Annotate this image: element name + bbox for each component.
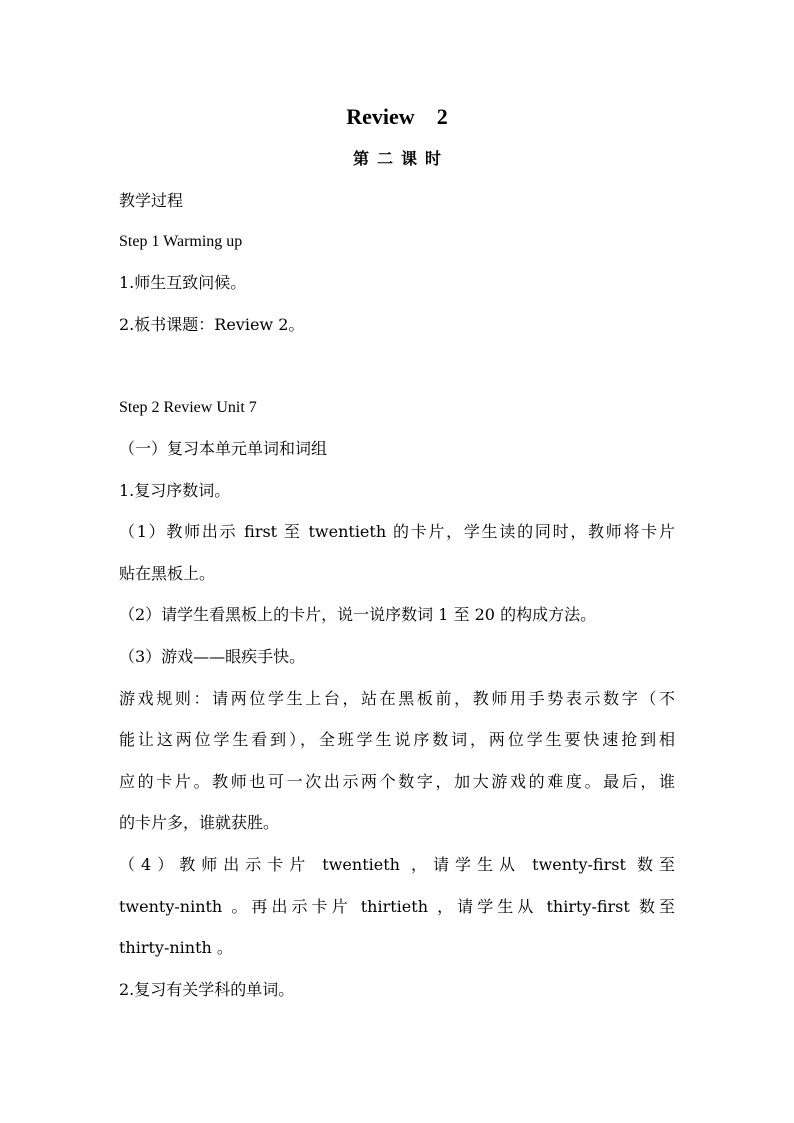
paragraph-line: 能让这两位学生看到），全班学生说序数词，两位学生要快速抢到相 [119, 730, 675, 749]
paragraph-line: 2.复习有关学科的单词。 [119, 980, 295, 999]
paragraph-line: （2）请学生看黑板上的卡片，说一说序数词 1 至 20 的构成方法。 [119, 605, 597, 624]
paragraph-line: 应的卡片。教师也可一次出示两个数字，加大游戏的难度。最后，谁 [119, 772, 675, 791]
document-subtitle: 第二课时 [352, 149, 449, 168]
paragraph-line: 1.师生互致问候。 [119, 273, 247, 292]
paragraph-line: （4）教师出示卡片 twentieth ，请学生从 twenty-first 数至 [119, 855, 675, 874]
paragraph-line: 1.复习序数词。 [119, 481, 231, 500]
document-title: Review 2 [346, 104, 448, 129]
paragraph-line: thirty-ninth 。 [119, 938, 233, 957]
step-2-heading: Step 2 Review Unit 7 [119, 399, 257, 416]
paragraph-line: （1）教师出示 first 至 twentieth 的卡片，学生读的同时，教师将卡片 [119, 522, 675, 541]
paragraph-line: 的卡片多，谁就获胜。 [119, 813, 280, 832]
step-1-heading: Step 1 Warming up [119, 233, 243, 250]
section-heading-teaching-process: 教学过程 [119, 191, 184, 210]
paragraph-line: twenty-ninth 。再出示卡片 thirtieth ，请学生从 thirty-first 数至 [119, 897, 675, 916]
paragraph-line: 2.板书课题：Review 2。 [119, 315, 305, 334]
paragraph-line: 贴在黑板上。 [119, 564, 216, 583]
subsection-heading: （一）复习本单元单词和词组 [119, 439, 328, 458]
paragraph-line: （3）游戏——眼疾手快。 [119, 647, 306, 666]
paragraph-line: 游戏规则：请两位学生上台，站在黑板前，教师用手势表示数字（不 [119, 689, 675, 708]
